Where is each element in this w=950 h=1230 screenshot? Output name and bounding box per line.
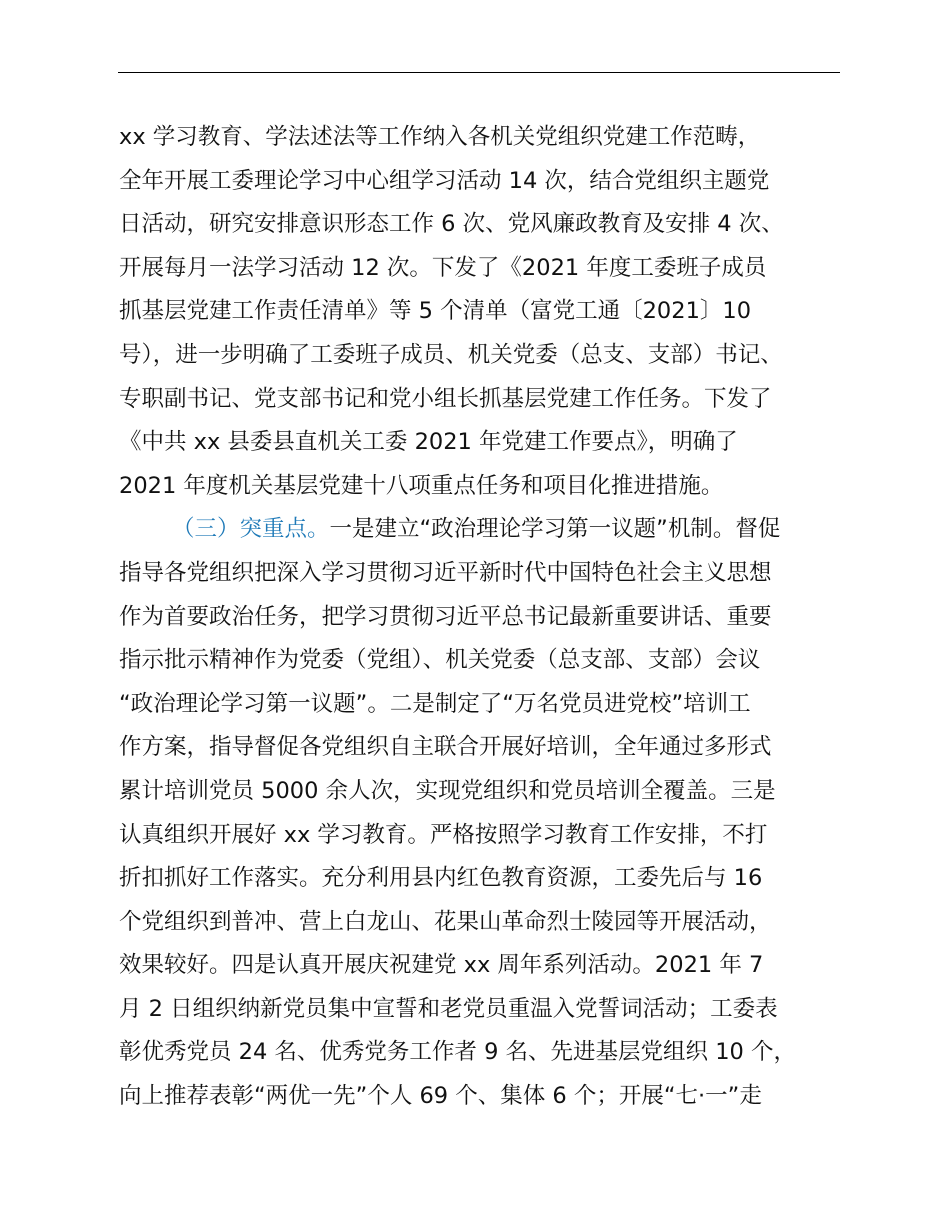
text-line: 号），进一步明确了工委班子成员、机关党委（总支、支部）书记、 (119, 341, 783, 368)
text-line: 月 2 日组织纳新党员集中宣誓和老党员重温入党誓词活动；工委表 (119, 995, 778, 1022)
text-line: 彰优秀党员 24 名、优秀党务工作者 9 名、先进基层党组织 10 个， (119, 1039, 796, 1066)
text-line: 向上推荐表彰“两优一先”个人 69 个、集体 6 个；开展“七·一”走 (119, 1083, 762, 1110)
text-line: 效果较好。四是认真开展庆祝建党 xx 周年系列活动。2021 年 7 (119, 952, 764, 979)
text-line: xx 学习教育、学法述法等工作纳入各机关党组织党建工作范畴， (119, 124, 761, 150)
text-line: 认真组织开展好 xx 学习教育。严格按照学习教育工作安排，不打 (119, 821, 768, 848)
body-text (119, 119, 859, 1122)
text-line: 抓基层党建工作责任清单》等 5 个清单（富党工通〔2021〕10 (119, 298, 752, 325)
text-line: 作为首要政治任务，把学习贯彻习近平总书记最新重要讲话、重要 (119, 603, 772, 630)
text-line: 折扣抓好工作落实。充分利用县内红色教育资源，工委先后与 16 (119, 865, 763, 892)
section-3-first-line (119, 511, 859, 555)
text-line: “政治理论学习第一议题”。二是制定了“万名党员进党校”培训工 (119, 690, 751, 717)
text-line: 全年开展工委理论学习中心组学习活动 14 次，结合党组织主题党 (119, 167, 770, 194)
text-line: 累计培训党员 5000 余人次，实现党组织和党员培训全覆盖。三是 (119, 777, 776, 804)
text-line: 日活动，研究安排意识形态工作 6 次、党风廉政教育及安排 4 次、 (119, 211, 784, 238)
text-line: 指示批示精神作为党委（党组）、机关党委（总支部、支部）会议 (119, 647, 761, 674)
text-line: 开展每月一法学习活动 12 次。下发了《2021 年度工委班子成员 (119, 254, 767, 281)
text-line: 专职副书记、党支部书记和党小组长抓基层党建工作任务。下发了 (119, 385, 772, 412)
text-line: 个党组织到普冲、营上白龙山、花果山革命烈士陵园等开展活动， (119, 908, 772, 935)
text-line: 《中共 xx 县委县直机关工委 2021 年党建工作要点》，明确了 (119, 429, 738, 456)
header-rule (118, 72, 840, 73)
text-line: 2021 年度机关基层党建十八项重点任务和项目化推进措施。 (119, 472, 724, 499)
section-3-heading: （三）突重点。 (172, 516, 330, 543)
text-line: 作方案，指导督促各党组织自主联合开展好培训，全年通过多形式 (119, 734, 772, 761)
text-line: 指导各党组织把深入学习贯彻习近平新时代中国特色社会主义思想 (119, 559, 772, 586)
section-3-first-line-text: 一是建立“政治理论学习第一议题”机制。督促 (329, 516, 781, 543)
